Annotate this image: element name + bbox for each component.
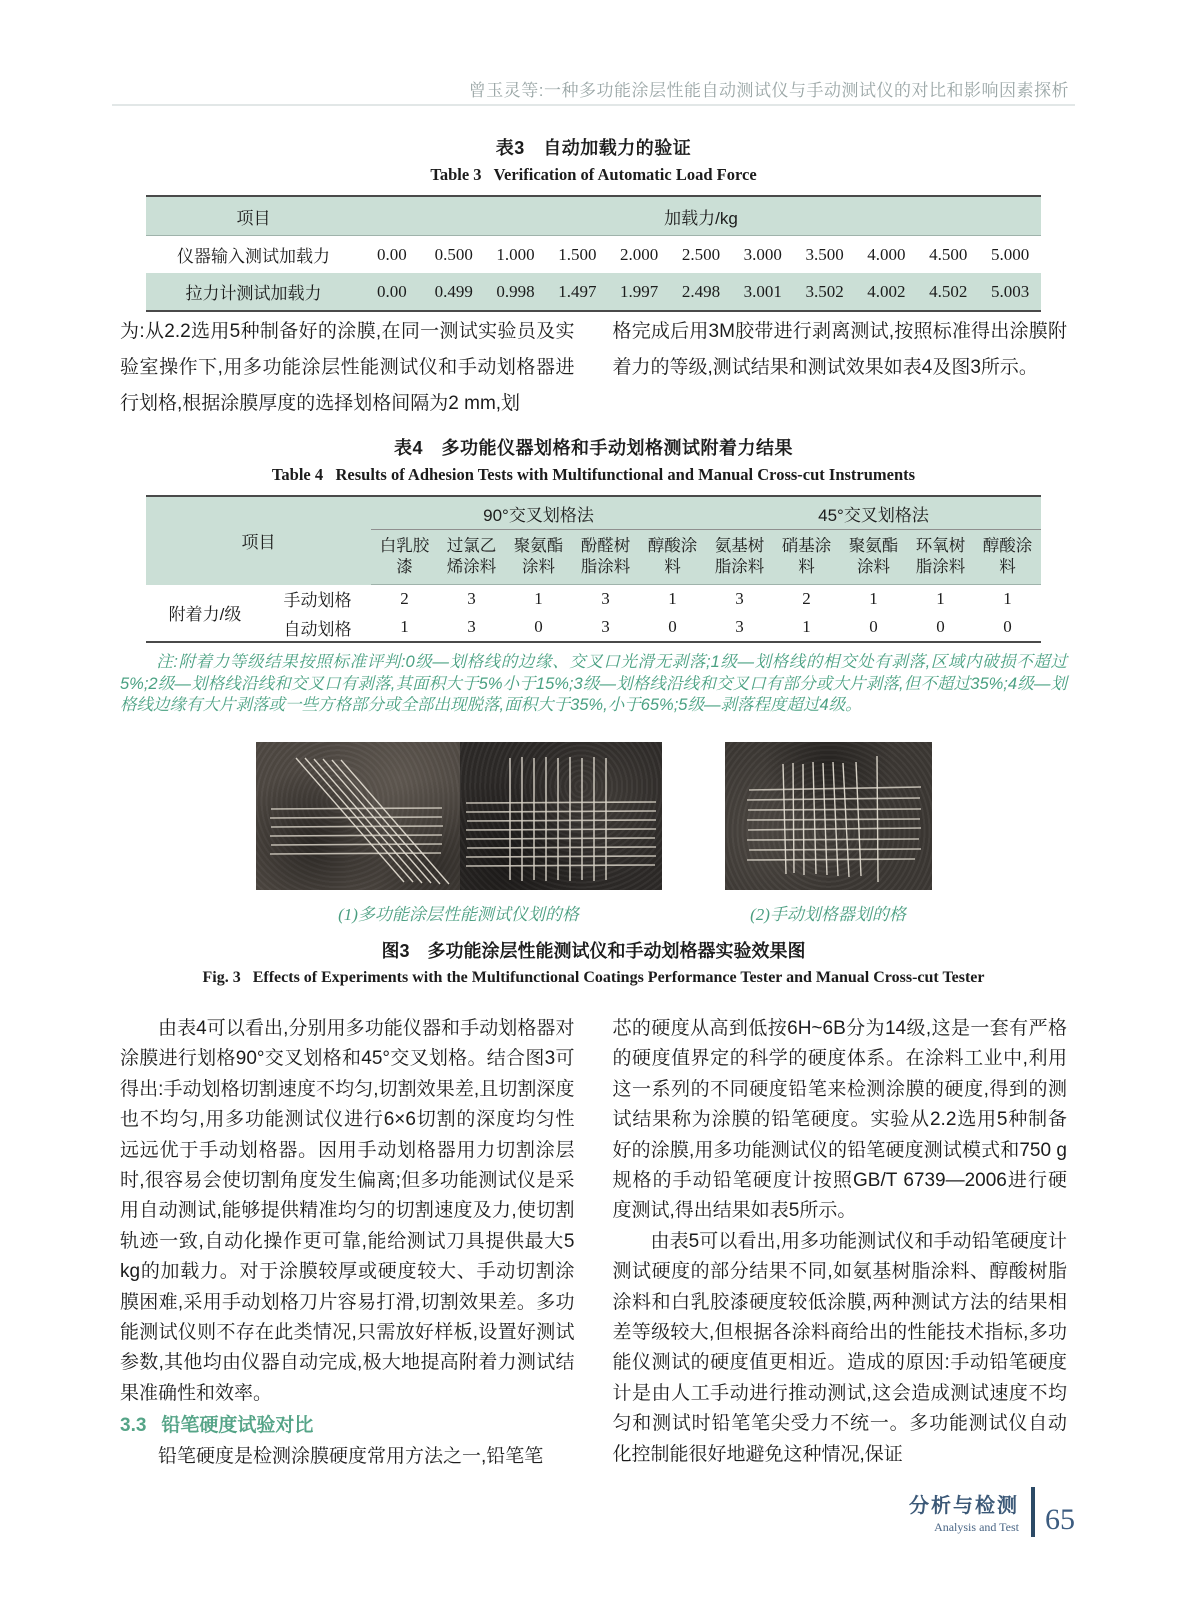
- cell: 0.00: [361, 273, 423, 311]
- column-header: 醇酸涂料: [974, 530, 1041, 585]
- figure3-photo-90deg-crosscut: [460, 742, 662, 890]
- table4-title-en: Table 4 Results of Adhesion Tests with Multifunctional and Manual Cross-cut Instruments: [271, 465, 916, 484]
- running-head-title: 曾玉灵等:一种多功能涂层性能自动测试仪与手动测试仪的对比和影响因素探析: [468, 81, 1069, 100]
- table-row: [146, 585, 1041, 614]
- cell: 0: [936, 617, 945, 636]
- cell: 5.003: [979, 273, 1041, 311]
- cell: 1.500: [558, 244, 597, 264]
- footer-section-en: Analysis and Test: [934, 1520, 1019, 1534]
- intro-right-column-text: 格完成后用3M胶带进行剥离测试,按照标准得出涂膜附着力的等级,测试结果和测试效果如表4及图3所示。: [612, 321, 1067, 378]
- table4: [146, 495, 1041, 643]
- table4-note: 注:附着力等级结果按照标准评判:0级—划格线的边缘、交叉口光滑无剥落;1级—划格线的相交处有剥落,区域内破损不超过5%;2级—划格线沿线和交叉口有剥落,其面积大于5%小于15%;3级—划格线沿线和交叉口有部分或大片剥落,但不超过35%;4级—划格线边缘有大片剥落或一些方格部分或全部出现脱落,面积大于35%,小于65%;5级—剥落程度超过4级。: [120, 653, 1067, 714]
- cell: 1: [869, 589, 878, 608]
- figure3: [120, 742, 1067, 987]
- cell: 0.00: [377, 244, 407, 264]
- table4-group-header-row: [146, 496, 1041, 530]
- cell: 0: [668, 617, 677, 636]
- cell: 1: [1003, 589, 1012, 608]
- cell: 3: [601, 589, 610, 608]
- table4-section: [120, 434, 1067, 717]
- cell: 4.000: [867, 244, 906, 264]
- figure3-title-cn: 图3 多功能涂层性能测试仪和手动划格器实验效果图: [381, 941, 806, 961]
- section-title: 铅笔硬度试验对比: [161, 1415, 314, 1437]
- column-header: 过氯乙烯涂料: [438, 530, 505, 585]
- column-header: 白乳胶漆: [371, 530, 438, 585]
- cell: 3: [735, 589, 744, 608]
- cell: 0.500: [434, 244, 473, 264]
- figure3-photo-manual-crosscut: [725, 742, 932, 890]
- table4-group-90: 90°交叉划格法: [371, 496, 706, 530]
- intro-columns: [120, 314, 1067, 422]
- table3-section: [120, 134, 1067, 312]
- table3-col1-header: 项目: [146, 196, 361, 236]
- cell: 1: [534, 589, 543, 608]
- column-header: 酚醛树脂涂料: [572, 530, 639, 585]
- cell: 3: [467, 589, 476, 608]
- cell: 0.998: [485, 273, 547, 311]
- body-left-paragraph-2: 铅笔硬度是检测涂膜硬度常用方法之一,铅笔笔: [158, 1446, 544, 1468]
- figure3-subcaption-2: (2)手动划格器划的格: [750, 905, 906, 924]
- row-label: 自动划格: [283, 619, 352, 639]
- cell: 4.502: [917, 273, 979, 311]
- table-row: [146, 236, 1041, 274]
- intro-left-column-text: 为:从2.2选用5种制备好的涂膜,在同一测试实验员及实验室操作下,用多功能涂层性能测试仪和手动划格器进行划格,根据涂膜厚度的选择划格间隔为2 mm,划: [120, 321, 575, 414]
- cell: 3: [601, 617, 610, 636]
- column-header: 聚氨酯涂料: [505, 530, 572, 585]
- table4-title-cn: 表4 多功能仪器划格和手动划格测试附着力结果: [393, 438, 793, 458]
- page-footer: [909, 1487, 1075, 1537]
- cell: 3.001: [732, 273, 794, 311]
- cell: 3.502: [794, 273, 856, 311]
- cell: 5.000: [990, 244, 1030, 264]
- cell: 3.500: [805, 244, 844, 264]
- cell: 1: [668, 589, 677, 608]
- table4-col1-header: 项目: [146, 496, 371, 585]
- column-header: 醇酸涂料: [639, 530, 706, 585]
- table4-group-45: 45°交叉划格法: [706, 496, 1041, 530]
- figure3-photos: [120, 742, 1067, 890]
- table3-title-cn: 表3 自动加载力的验证: [495, 138, 692, 158]
- footer-section-name: [909, 1489, 1019, 1535]
- cell: 0: [534, 617, 543, 636]
- table4-row-group-label: 附着力/级: [168, 605, 242, 625]
- cell: 1.497: [546, 273, 608, 311]
- body-left-paragraph-1: 由表4可以看出,分别用多功能仪器和手动划格器对涂膜进行划格90°交叉划格和45°交叉划格。结合图3可得出:手动划格切割速度不均匀,切割效果差,且切割深度也不均匀,用多功能测试仪进行6×6切割的深度均匀性远远优于手动划格器。因用手动划格器用力切割涂层时,很容易会使切割角度发生偏离;但多功能测试仪是采用自动测试,能够提供精准均匀的切割速度及力,使切割轨迹一致,自动化操作更可靠,能给测试刀具提供最大5 kg的加载力。对于涂膜较厚或硬度较大、手动切割涂膜困难,采用手动划格刀片容易打滑,切割效果差。多功能测试仪则不存在此类情况,只需放好样板,设置好测试参数,其他均由仪器自动完成,极大地提高附着力测试结果准确性和效率。: [120, 1018, 575, 1404]
- cell: 1.997: [608, 273, 670, 311]
- cell: 3.000: [743, 244, 782, 264]
- cell: 2: [802, 589, 811, 608]
- cell: 3: [735, 617, 744, 636]
- cell: 0: [1003, 617, 1012, 636]
- body-right-paragraph-1: 芯的硬度从高到低按6H~6B分为14级,这是一套有严格的硬度值界定的科学的硬度体系。在涂料工业中,利用这一系列的不同硬度铅笔来检测涂膜的硬度,得到的测试结果称为涂膜的铅笔硬度。实验从2.2选用5种制备好的涂膜,用多功能测试仪的铅笔硬度测试模式和750 g规格的手动铅笔硬度计按照GB/T 6739—2006进行硬度测试,得出结果如表5所示。: [612, 1018, 1067, 1222]
- cell: 4.500: [929, 244, 968, 264]
- manual-crosscut-lines-graphic: [725, 742, 932, 890]
- row-label: 仪器输入测试加载力: [177, 247, 330, 266]
- body-columns: [120, 1014, 1067, 1473]
- cell: 2.498: [670, 273, 732, 311]
- cell: 4.002: [856, 273, 918, 311]
- section-number: 3.3: [120, 1415, 147, 1437]
- header-divider: [112, 104, 1075, 106]
- row-label: 拉力计测试加载力: [146, 273, 361, 311]
- cell: 2.500: [681, 244, 721, 264]
- figure3-subcaptions: [120, 900, 1067, 925]
- figure3-title-en: Fig. 3 Effects of Experiments with the Multifunctional Coatings Performance Tester and Manual Cross-cut Tester: [202, 969, 985, 986]
- body-right-paragraph-2: 由表5可以看出,用多功能测试仪和手动铅笔硬度计测试硬度的部分结果不同,如氨基树脂涂料、醇酸树脂涂料和白乳胶漆硬度较低涂膜,两种测试方法的结果相差等级较大,但根据各涂料商给出的性能技术指标,多功能仪测试的硬度值更相近。造成的原因:手动铅笔硬度计是由人工手动进行推动测试,这会造成测试速度不均匀和测试时铅笔笔尖受力不统一。多功能测试仪自动化控制能很好地避免这种情况,保证: [612, 1230, 1067, 1465]
- footer-section-cn: 分析与检测: [909, 1495, 1019, 1517]
- crosscut-90-lines-graphic: [460, 742, 662, 890]
- table3: [146, 195, 1041, 312]
- cell: 1: [400, 617, 409, 636]
- cell: 1: [936, 589, 945, 608]
- cell: 3: [467, 617, 476, 636]
- table-row: [146, 273, 1041, 311]
- column-header: 聚氨酯涂料: [840, 530, 907, 585]
- crosscut-45-lines-graphic: [256, 742, 460, 890]
- body-right-column: [613, 1014, 1068, 1473]
- cell: 0.499: [423, 273, 485, 311]
- row-label: 手动划格: [283, 591, 352, 611]
- table3-header-row: [146, 196, 1041, 236]
- cell: 0: [869, 617, 878, 636]
- footer-divider-bar: [1031, 1487, 1035, 1537]
- table3-span-header: 加载力/kg: [361, 196, 1041, 236]
- figure3-subcaption-1: (1)多功能涂层性能测试仪划的格: [338, 905, 579, 924]
- page-number: 65: [1045, 1503, 1075, 1536]
- cell: 2.000: [620, 244, 659, 264]
- column-header: 硝基涂料: [773, 530, 840, 585]
- table3-title-en: Table 3 Verification of Automatic Load Force: [430, 165, 757, 184]
- cell: 1.000: [496, 244, 535, 264]
- column-header: 氨基树脂涂料: [706, 530, 773, 585]
- body-left-column: [120, 1014, 575, 1473]
- section-heading-3-3: [120, 1411, 575, 1441]
- table-row: [146, 613, 1041, 642]
- cell: 2: [400, 589, 409, 608]
- figure3-photo-45deg-crosscut: [256, 742, 460, 890]
- column-header: 环氧树脂涂料: [907, 530, 974, 585]
- cell: 1: [802, 617, 811, 636]
